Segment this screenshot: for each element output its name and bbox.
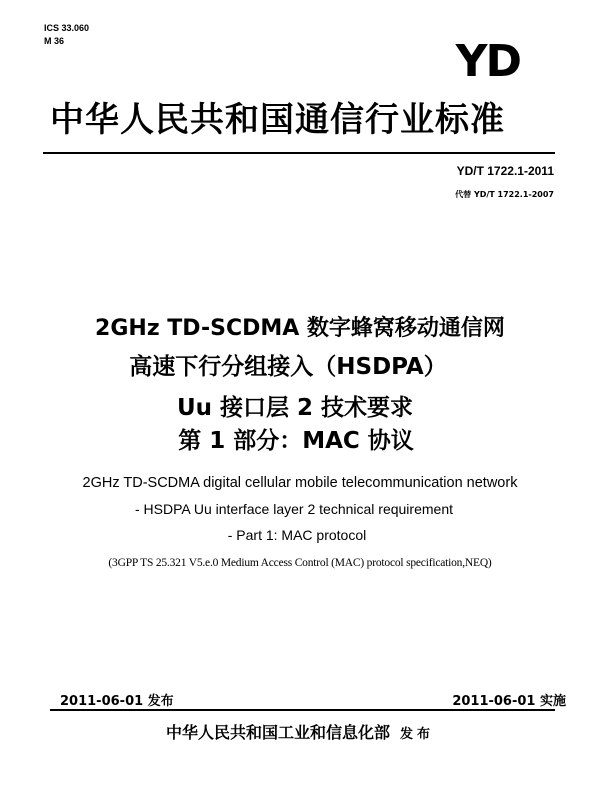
ics-classification — [44, 22, 89, 48]
chinese-title-line-2: 高速下行分组接入（HSDPA） — [129, 354, 447, 380]
english-title-line-1: 2GHz TD-SCDMA digital cellular mobile telecommunication network — [82, 475, 518, 491]
english-title-line-2: - HSDPA Uu interface layer 2 technical requirement — [135, 501, 453, 517]
classification-code: M 36 — [44, 36, 65, 46]
yd-logo: YD — [455, 36, 520, 87]
standard-number: YD/T 1722.1-2011 — [456, 164, 554, 178]
adoption-note: (3GPP TS 25.321 V5.e.0 Medium Access Control (MAC) protocol specification,NEQ) — [108, 557, 492, 569]
organization-title: 中华人民共和国通信行业标准 — [50, 100, 505, 140]
replaced-standard: 代替 YD/T 1722.1-2007 — [455, 190, 554, 199]
publisher-line — [0, 720, 600, 743]
chinese-title-line-3: Uu 接口层 2 技术要求 — [176, 395, 414, 421]
english-title-line-3: - Part 1: MAC protocol — [227, 527, 367, 543]
ics-code: ICS 33.060 — [44, 23, 90, 33]
footer-divider — [50, 709, 555, 711]
issue-date: 2011-06-01 发布 — [60, 694, 174, 709]
header-divider — [43, 152, 555, 154]
publisher-suffix: 发布 — [400, 727, 435, 742]
chinese-title-line-1: 2GHz TD-SCDMA 数字蜂窝移动通信网 — [95, 316, 505, 341]
chinese-title-line-4: 第 1 部分：MAC 协议 — [178, 428, 414, 454]
publisher-name: 中华人民共和国工业和信息化部 — [165, 723, 390, 742]
implementation-date: 2011-06-01 实施 — [452, 694, 566, 709]
